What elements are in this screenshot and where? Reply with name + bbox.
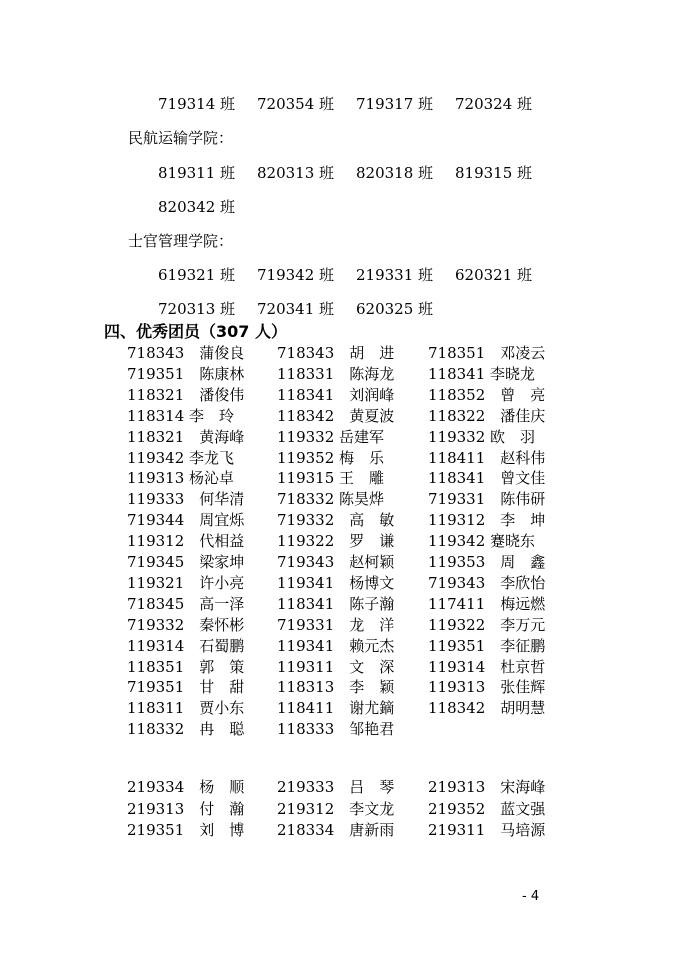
class-cell: 620325 班 [356,300,434,318]
section-heading: 四、优秀团员（307 人） [104,322,287,341]
member-cell: 118411 赵科伟 [428,448,546,467]
member-cell: 119311 文 深 [277,657,395,676]
member-cell: 118331 陈海龙 [277,364,395,383]
member-cell: 119342 李龙飞 [127,448,235,467]
member-cell: 719331 龙 洋 [277,615,395,634]
member-cell: 719345 梁家坤 [127,553,245,571]
member-cell: 718351 邓凌云 [428,344,546,362]
member-cell: 718345 高一泽 [127,594,245,613]
member-cell: 119322 李万元 [428,615,546,634]
class-cell: 820342 班 [158,198,236,216]
class-cell: 720313 班 [158,300,236,318]
member-cell: 119322 罗 谦 [277,532,395,551]
class-cell: 719342 班 [257,266,335,284]
member-cell: 219351 刘 博 [127,821,245,839]
member-cell: 118321 黄海峰 [127,427,245,446]
member-cell: 118341 李晓龙 [428,364,536,383]
member-cell: 219311 马培源 [428,821,546,839]
college-heading-minhang: 民航运输学院： [128,129,234,147]
member-cell: 718332 陈昊烨 [277,490,385,509]
class-cell: 819315 班 [455,164,533,182]
member-cell: 718343 蒲俊良 [127,344,245,362]
member-cell: 117411 梅远燃 [428,594,546,613]
class-cell: 720354 班 [257,95,335,113]
member-cell: 119333 何华清 [127,490,245,509]
member-cell: 219313 宋海峰 [428,778,546,796]
member-cell: 119313 杨沁卓 [127,469,235,488]
member-cell: 119315 王 雕 [277,469,385,488]
member-cell: 118314 李 玲 [127,406,235,425]
member-cell: 118342 胡明慧 [428,699,546,718]
member-cell: 219334 杨 顺 [127,778,245,796]
member-cell: 119313 张佳辉 [428,678,546,697]
member-cell: 118313 李 颖 [277,678,395,697]
member-cell: 119312 李 坤 [428,511,546,530]
member-cell: 118411 谢尤鏑 [277,699,395,718]
member-cell: 119342 蹇晓东 [428,532,536,551]
member-cell: 118351 郭 策 [127,657,245,676]
member-cell: 218334 唐新雨 [277,821,395,839]
class-cell: 820313 班 [257,164,335,182]
class-cell: 719314 班 [158,95,236,113]
member-cell: 119312 代相益 [127,532,245,551]
member-cell: 118332 冉 聪 [127,720,245,739]
member-cell: 118322 潘佳庆 [428,406,546,425]
college-heading-shiguan: 士官管理学院： [128,232,234,250]
member-cell: 119314 杜京哲 [428,657,546,676]
member-cell: 118341 陈子瀚 [277,594,395,613]
class-cell: 819311 班 [158,164,236,182]
member-cell: 219313 付 瀚 [127,799,245,818]
member-cell: 119332 欧 羽 [428,427,536,446]
class-cell: 720324 班 [455,95,533,113]
member-cell: 719343 李欣怡 [428,573,546,592]
member-cell: 118342 黄夏波 [277,406,395,425]
member-cell: 119341 杨博文 [277,573,395,592]
member-cell: 119351 李征鹏 [428,636,546,655]
class-cell: 219331 班 [356,266,434,284]
class-cell: 719317 班 [356,95,434,113]
class-cell: 619321 班 [158,266,236,284]
member-cell: 719332 秦怀彬 [127,615,245,634]
member-cell: 718343 胡 进 [277,344,395,362]
page-number: - 4 [522,889,540,904]
member-cell: 719331 陈伟研 [428,490,546,509]
member-cell: 219312 李文龙 [277,799,395,818]
member-cell: 119321 许小亮 [127,573,245,592]
member-cell: 118352 曾 亮 [428,385,546,404]
member-cell: 219352 蓝文强 [428,799,546,818]
member-cell: 719344 周宜烁 [127,511,245,530]
member-cell: 118311 贾小东 [127,699,245,718]
member-cell: 719332 高 敏 [277,511,395,530]
class-cell: 620321 班 [455,266,533,284]
member-cell: 119341 赖元杰 [277,636,395,655]
member-cell: 719343 赵柯颖 [277,553,395,571]
class-cell: 720341 班 [257,300,335,318]
member-cell: 119353 周 鑫 [428,553,546,571]
member-cell: 719351 甘 甜 [127,678,245,697]
member-cell: 719351 陈康林 [127,364,245,383]
member-cell: 119332 岳建军 [277,427,385,446]
class-cell: 820318 班 [356,164,434,182]
member-cell: 219333 吕 琴 [277,778,395,796]
member-cell: 118341 刘润峰 [277,385,395,404]
member-cell: 118333 邹艳君 [277,720,395,739]
member-cell: 118321 潘俊伟 [127,385,245,404]
member-cell: 119352 梅 乐 [277,448,385,467]
member-cell: 119314 石蜀鹏 [127,636,245,655]
member-cell: 118341 曾文佳 [428,469,546,488]
